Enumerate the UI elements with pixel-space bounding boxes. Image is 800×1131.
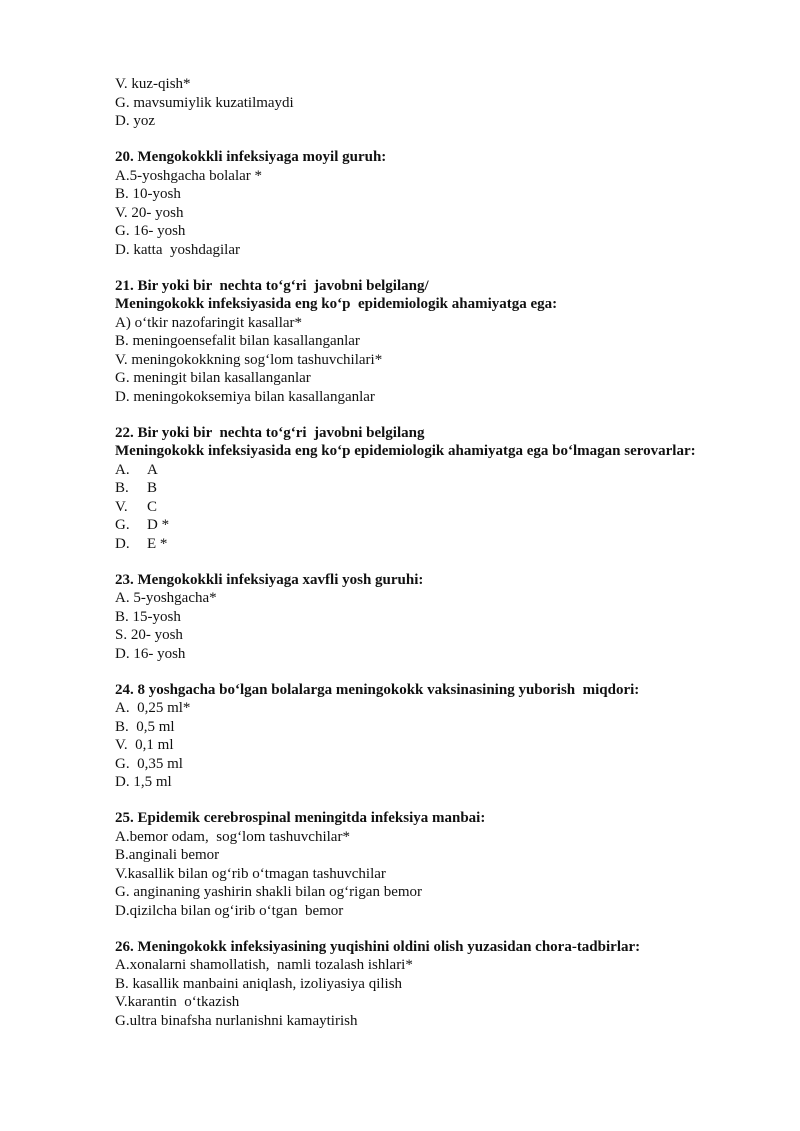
option-line: G. mavsumiylik kuzatilmaydi [115,94,294,111]
option-line [115,461,775,480]
option-letter: A. [115,461,130,478]
option-line [115,516,775,535]
option-line: S. 20- yosh [115,627,183,643]
question-title: 22. Bir yoki bir nechta to‘g‘ri javobni belgilang [115,424,425,441]
option-line: G. meningit bilan kasallanganlar [115,370,311,386]
question-title: 21. Bir yoki bir nechta to‘g‘ri javobni belgilang/ [115,277,429,294]
option-letter: D. [115,535,130,552]
option-line: D. katta yoshdagilar [115,241,240,258]
option-line [115,535,775,554]
option-line: B. 10-yosh [115,186,181,202]
option-line: D. yoz [115,113,155,129]
option-line: A.bemor odam, sog‘lom tashuvchilar* [115,828,350,845]
option-line: V. 0,1 ml [115,737,174,753]
option-line: G. 0,35 ml [115,755,183,772]
option-line: D. meningokoksemiya bilan kasallanganlar [115,388,375,405]
option-letter: V. [115,498,128,515]
option-line: V. kuz-qish* [115,76,191,92]
option-line: B. 0,5 ml [115,718,175,735]
option-line: G. 16- yosh [115,223,186,239]
option-value: B [147,480,158,496]
option-line: A. 5-yoshgacha* [115,590,217,606]
option-line: V. 20- yosh [115,204,184,221]
option-line [115,479,775,498]
question-title: 25. Epidemik cerebrospinal meningitda infeksiya manbai: [115,810,486,826]
option-value: A [147,461,158,478]
option-line: A.xonalarni shamollatish, namli tozalash ishlari* [115,957,413,973]
option-line: V.karantin o‘tkazish [115,994,240,1010]
option-line: D. 1,5 ml [115,774,172,790]
option-line: G. anginaning yashirin shakli bilan og‘rigan bemor [115,884,423,900]
option-line: D. 16- yosh [115,645,186,662]
option-line: A.5-yoshgacha bolalar * [115,167,263,184]
question-title: 26. Meningokokk infeksiyasining yuqishini oldini olish yuzasidan chora-tadbirlar: [115,938,641,955]
option-line: D.qizilcha bilan og‘irib o‘tgan bemor [115,902,344,919]
question-title: Meningokokk infeksiyasida eng ko‘p epidemiologik ahamiyatga ega: [115,296,558,312]
question-title: 20. Mengokokkli infeksiyaga moyil guruh: [115,149,387,165]
option-letter: B. [115,480,129,496]
question-title: 24. 8 yoshgacha bo‘lgan bolalarga meningokokk vaksinasining yuborish miqdori: [115,681,640,698]
document-page [115,75,775,1030]
option-line: G.ultra binafsha nurlanishni kamaytirish [115,1012,358,1029]
option-line: V.kasallik bilan og‘rib o‘tmagan tashuvchilar [115,865,386,882]
option-line: B. meningoensefalit bilan kasallanganlar [115,333,360,349]
question-title: 23. Mengokokkli infeksiyaga xavfli yosh guruhi: [115,571,424,588]
option-line: B. kasallik manbaini aniqlash, izoliyasiya qilish [115,975,403,992]
option-line: B. 15-yosh [115,608,181,625]
option-value: E * [147,535,168,552]
option-letter: G. [115,517,130,533]
option-line: B.anginali bemor [115,847,220,863]
option-line: A. 0,25 ml* [115,700,191,716]
option-line: A) o‘tkir nazofaringit kasallar* [115,314,303,331]
option-line: V. meningokokkning sog‘lom tashuvchilari* [115,351,383,368]
option-value: C [147,498,158,515]
question-title: Meningokokk infeksiyasida eng ko‘p epidemiologik ahamiyatga ega bo‘lmagan serovarlar: [115,443,696,459]
option-value: D * [147,517,170,533]
option-line [115,498,775,517]
